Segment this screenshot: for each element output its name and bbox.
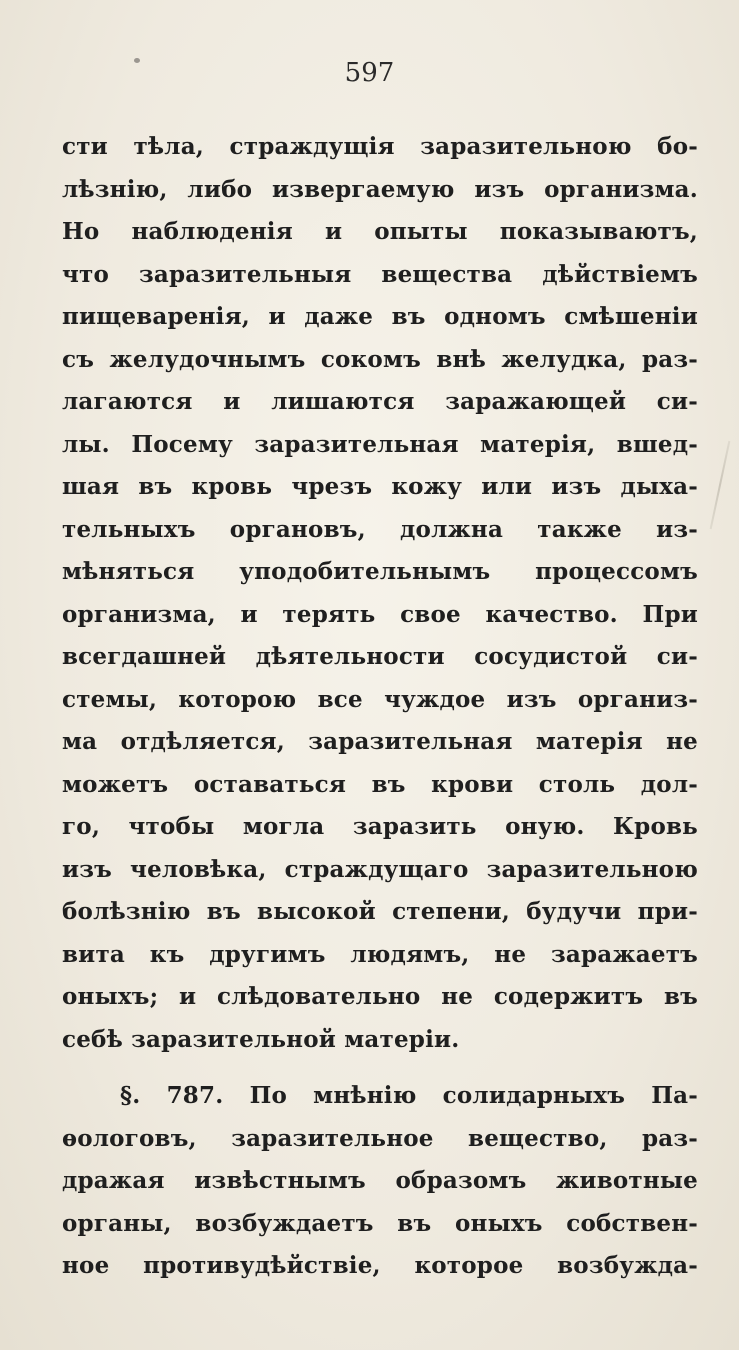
text-line: ма отдѣляется, заразительная матерія не bbox=[62, 728, 698, 755]
text-line: Но наблюденія и опыты показываютъ, bbox=[62, 218, 698, 245]
text-line: стемы, которою все чуждое изъ организ- bbox=[62, 685, 698, 713]
text-line: дражая извѣстнымъ образомъ животные bbox=[62, 1167, 698, 1194]
text-line: лагаются и лишаются заражающей си- bbox=[62, 388, 698, 415]
body-text bbox=[62, 126, 698, 1288]
text-line: лѣзнію, либо извергаемую изъ организма. bbox=[62, 175, 698, 203]
paragraph-gap bbox=[62, 1061, 698, 1075]
text-line: себѣ заразительной матеріи. bbox=[62, 1025, 460, 1053]
text-line: организма, и терять свое качество. При bbox=[62, 600, 698, 628]
text-line: §. 787. По мнѣнію солидарныхъ Па- bbox=[120, 1082, 698, 1109]
paragraph-1 bbox=[62, 126, 698, 1061]
text-line: го, чтобы могла заразить оную. Кровь bbox=[62, 813, 698, 840]
text-line: что заразительныя вещества дѣйствіемъ bbox=[62, 260, 698, 288]
text-line: сти тѣла, страждущія заразительною бо- bbox=[62, 133, 698, 160]
page-edge-mark bbox=[710, 441, 731, 529]
page-number: 597 bbox=[344, 58, 395, 88]
text-line: всегдашней дѣятельности сосудистой си- bbox=[62, 643, 698, 670]
text-line: пищеваренія, и даже въ одномъ смѣшеніи bbox=[62, 303, 698, 330]
text-line: шая въ кровь чрезъ кожу или изъ дыха- bbox=[62, 473, 698, 500]
text-line: можетъ оставаться въ крови столь дол- bbox=[62, 770, 698, 798]
text-line: съ желудочнымъ сокомъ внѣ желудка, раз- bbox=[62, 345, 698, 373]
text-line: тельныхъ органовъ, должна также из- bbox=[62, 515, 698, 543]
text-line: мѣняться уподобительнымъ процессомъ bbox=[62, 558, 698, 585]
text-line: оныхъ; и слѣдовательно не содержитъ въ bbox=[62, 983, 698, 1010]
text-line: болѣзнію въ высокой степени, будучи при- bbox=[62, 898, 698, 925]
paragraph-2 bbox=[62, 1075, 698, 1288]
text-line: ное противудѣйствіе, которое возбужда- bbox=[62, 1252, 698, 1279]
text-line: вита къ другимъ людямъ, не заражаетъ bbox=[62, 940, 698, 968]
text-line: органы, возбуждаетъ въ оныхъ собствен- bbox=[62, 1209, 698, 1237]
text-line: изъ человѣка, страждущаго заразительною bbox=[62, 855, 698, 883]
text-line: ѳологовъ, заразительное вещество, раз- bbox=[62, 1124, 698, 1152]
text-line: лы. Посему заразительная матерія, вшед- bbox=[62, 430, 698, 458]
